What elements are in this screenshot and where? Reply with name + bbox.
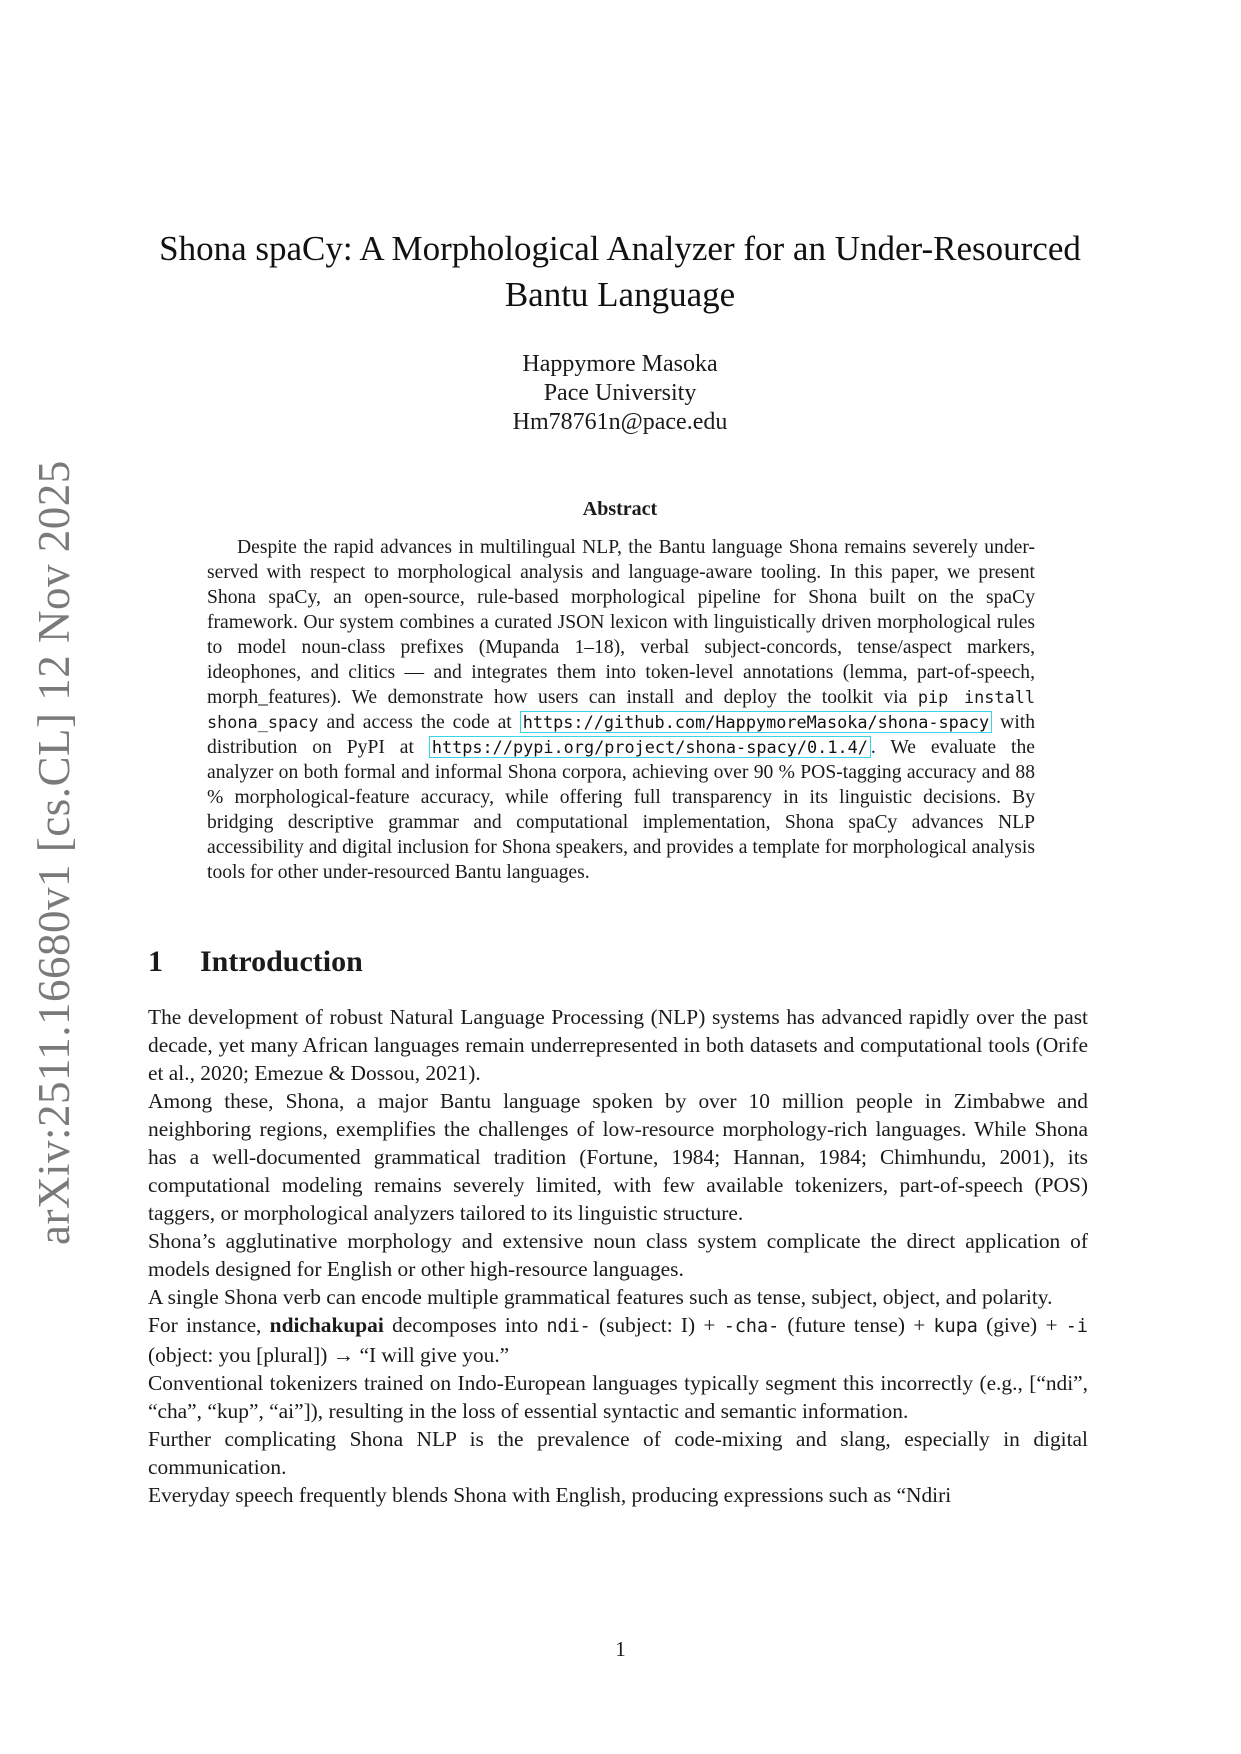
p5-text-f: (object: you [plural]) → “I will give you.” xyxy=(148,1343,510,1367)
abstract-body xyxy=(207,535,1035,885)
author-name: Happymore Masoka xyxy=(522,351,718,377)
arxiv-sidebar-stamp: arXiv:2511.16680v1 [cs.CL] 12 Nov 2025 xyxy=(29,460,79,1245)
author-email: Hm78761n@pace.edu xyxy=(512,409,728,435)
author-block xyxy=(130,350,1110,437)
p5-text-d: (future tense) + xyxy=(787,1313,926,1337)
paper-title xyxy=(130,226,1110,318)
author-affiliation: Pace University xyxy=(543,380,697,406)
abstract-text-1: Despite the rapid advances in multilingual NLP, the Bantu language Shona remains severely under-served with respect to morphological analysis and language-aware tooling. In this paper, we present Shona spaCy, an open-source, rule-based morphological pipeline for Shona built on the spaCy framework. Our system combines a curated JSON lexicon with linguistically driven morphological rules to model noun-class prefixes (Mupanda 1–18), verbal subject-concords, tense/aspect markers, ideophones, and clitics — and integrates them into token-level annotations (lemma, part-of-speech, morph_features). We demonstrate how users can install and deploy the toolkit via xyxy=(207,537,1035,708)
paragraph-1: The development of robust Natural Language Processing (NLP) systems has advanced rapidly over the past decade, yet many African languages remain underrepresented in both datasets and computational tools (Orife et al., 2020; Emezue & Dossou, 2021). xyxy=(148,1005,1088,1085)
abstract-text-2: and access the code at xyxy=(326,712,512,733)
paragraph-4: A single Shona verb can encode multiple grammatical features such as tense, subject, object, and polarity. xyxy=(148,1285,1053,1309)
paragraph-5 xyxy=(148,1311,1088,1369)
title-line-2: Bantu Language xyxy=(504,275,736,314)
paragraph-8: Everyday speech frequently blends Shona with English, producing expressions such as “Ndiri xyxy=(148,1483,952,1507)
section-heading xyxy=(148,945,363,979)
paragraph-6: Conventional tokenizers trained on Indo-European languages typically segment this incorrectly (e.g., [“ndi”, “cha”, “kup”, “ai”]), resulting in the loss of essential syntactic and semantic information. xyxy=(148,1371,1088,1423)
morpheme-root: kupa xyxy=(933,1316,978,1337)
morpheme-tense: -cha- xyxy=(723,1316,780,1337)
abstract-text-4: . We evaluate the analyzer on both formal and informal Shona corpora, achieving over 90 % POS-tagging accuracy and 88 % morphological-feature accuracy, while offering full transparency in its linguistic decisions. By bridging descriptive grammar and computational implementation, Shona spaCy advances NLP accessibility and digital inclusion for Shona speakers, and provides a template for morphological analysis tools for other under-resourced Bantu languages. xyxy=(207,737,1035,883)
paragraph-2: Among these, Shona, a major Bantu language spoken by over 10 million people in Zimbabwe and neighboring regions, exemplifies the challenges of low-resource morphology-rich languages. While Shona has a well-documented grammatical tradition (Fortune, 1984; Hannan, 1984; Chimhundu, 2001), its computational modeling remains severely limited, with few available tokenizers, part-of-speech (POS) taggers, or morphological analyzers tailored to its linguistic structure. xyxy=(148,1089,1088,1225)
paragraph-3: Shona’s agglutinative morphology and extensive noun class system complicate the direct application of models designed for English or other high-resource languages. xyxy=(148,1229,1088,1281)
abstract-text-3: with distribution on PyPI at xyxy=(207,712,1036,758)
p5-text-b: decomposes into xyxy=(392,1313,539,1337)
title-line-1: Shona spaCy: A Morphological Analyzer for an Under-Resourced xyxy=(159,229,1081,268)
github-link[interactable]: https://github.com/HappymoreMasoka/shona-spacy xyxy=(520,711,992,733)
section-title: Introduction xyxy=(200,945,363,978)
p5-text-e: (give) + xyxy=(986,1313,1058,1337)
page-number: 1 xyxy=(615,1637,626,1661)
p5-text-a: For instance, xyxy=(148,1313,262,1337)
p5-text-c: (subject: I) + xyxy=(599,1313,716,1337)
abstract-heading: Abstract xyxy=(582,498,658,520)
example-word: ndichakupai xyxy=(269,1313,384,1337)
morpheme-subject: ndi- xyxy=(546,1316,591,1337)
paragraph-7: Further complicating Shona NLP is the prevalence of code-mixing and slang, especially in digital communication. xyxy=(148,1427,1088,1479)
morpheme-object: -i xyxy=(1065,1316,1088,1337)
section-number: 1 xyxy=(148,945,163,978)
install-command: pip install shona_spacy xyxy=(207,687,1035,732)
pypi-link[interactable]: https://pypi.org/project/shona-spacy/0.1.4/ xyxy=(429,736,871,758)
introduction-body xyxy=(148,1003,1088,1509)
